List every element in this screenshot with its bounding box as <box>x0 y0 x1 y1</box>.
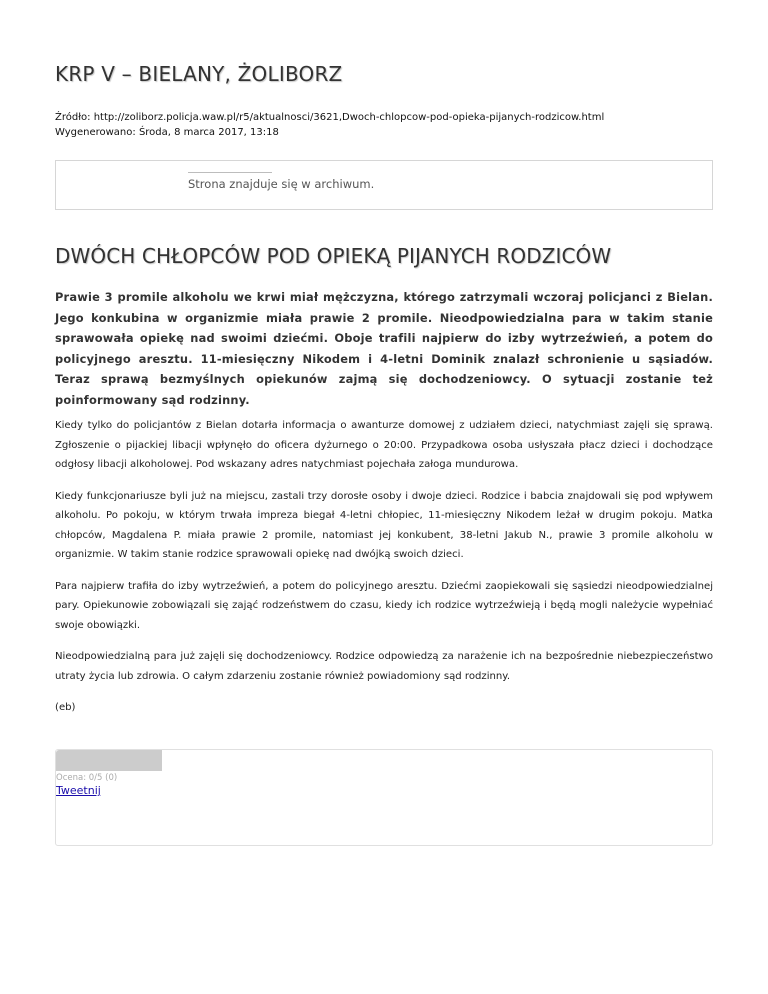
article-paragraph: Kiedy funkcjonariusze byli już na miejscu, zastali trzy dorosłe osoby i dwoje dzieci. Rodzice i babcia znajdowali się pod wpływem alkoholu. Po pokoju, w którym trwała impreza biegał 4-letni chłopiec, 11-miesięczny Nikodem leżał w drugim pokoju. Matka chłopców, Magdalena P. miała prawie 2 promile, natomiast jej konkubent, 38-letni Jakub N., prawie 3 promile alkoholu w organizmie. W takim stanie rodzice sprawowali opiekę nad dwójką swoich dzieci. <box>55 490 713 560</box>
rating-score-text: Ocena: 0/5 (0) <box>56 773 118 783</box>
archive-notice <box>55 160 713 210</box>
article-paragraph: Kiedy tylko do policjantów z Bielan dotarła informacja o awanturze domowej z udziałem dzieci, natychmiast zajęli się sprawą. Zgłoszenie o pijackiej libacji wpłynęło do oficera dyżurnego o 20:00. Przypadkowa osoba usłyszała płacz dzieci i dochodzące odgłosy libacji alkoholowej. Pod wskazany adres natychmiast pojechała załoga mundurowa. <box>55 420 713 470</box>
rating-stars-bar[interactable] <box>56 750 162 771</box>
article-author: (eb) <box>55 702 76 713</box>
source-url-line: Źródło: http://zoliborz.policja.waw.pl/r5/aktualnosci/3621,Dwoch-chlopcow-pod-opieka-pijanych-rodzicow.html <box>55 112 605 123</box>
article-lead: Prawie 3 promile alkoholu we krwi miał mężczyzna, którego zatrzymali wczoraj policjanci z Bielan. Jego konkubina w organizmie miała prawie 2 promile. Nieodpowiedzialna para w takim stanie sprawowała opiekę nad swoimi dziećmi. Oboje trafili najpierw do izby wytrzeźwień, a potem do policyjnego aresztu. 11-miesięczny Nikodem i 4-letni Dominik znalazł schronienie u sąsiadów. Teraz sprawą bezmyślnych opiekunów zajmą się dochodzeniowcy. O sytuacji zostanie też poinformowany sąd rodzinny. <box>55 290 713 407</box>
archive-notice-text: Strona znajduje się w archiwum. <box>188 177 375 191</box>
article-paragraph: Nieodpowiedzialną para już zajęli się dochodzeniowcy. Rodzice odpowiedzą za narażenie ich na bezpośrednie niebezpieczeństwo utraty życia lub zdrowia. O całym zdarzeniu zostanie również powiadomiony sąd rodzinny. <box>55 651 713 682</box>
print-meta <box>55 110 604 140</box>
site-title: KRP V – BIELANY, ŻOLIBORZ <box>55 62 343 86</box>
article-paragraph: Para najpierw trafiła do izby wytrzeźwień, a potem do policyjnego aresztu. Dziećmi zaopiekowali się sąsiedzi nieodpowiedzialnej pary. Opiekunowie zobowiązali się zająć rodzeństwem do czasu, kiedy ich rodzice wytrzeźwieją i będą mogli należycie wypełniać swoje obowiązki. <box>55 580 713 631</box>
tweet-link[interactable]: Tweetnij <box>56 784 101 797</box>
article-body <box>55 416 713 730</box>
generated-date-line: Wygenerowano: Środa, 8 marca 2017, 13:18 <box>55 127 279 138</box>
article-title: DWÓCH CHŁOPCÓW POD OPIEKĄ PIJANYCH RODZICÓW <box>55 244 612 268</box>
archive-divider <box>188 172 272 173</box>
rating-panel <box>55 749 713 846</box>
